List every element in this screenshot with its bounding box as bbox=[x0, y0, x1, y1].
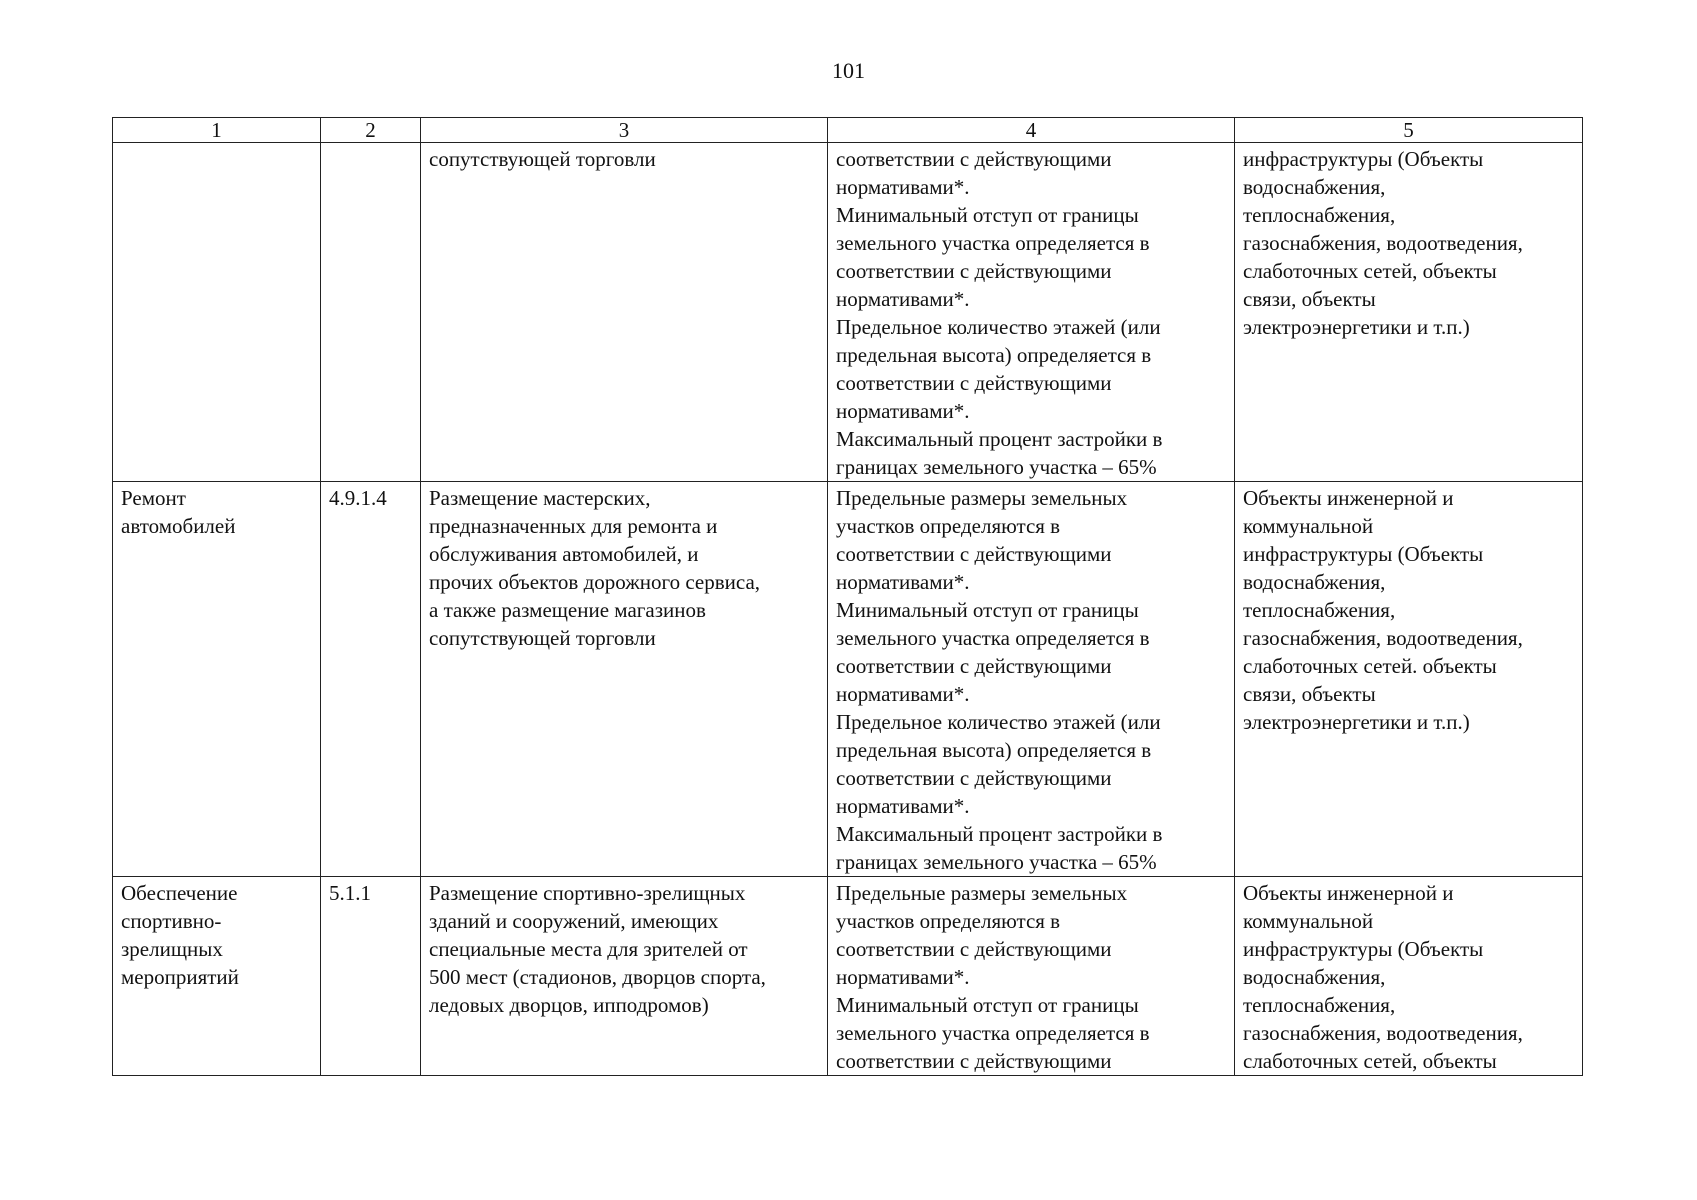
column-header-2: 2 bbox=[321, 118, 421, 143]
parameters-cell: Предельные размеры земельных участков определяются в соответствии с действующими нормативами*. Минимальный отступ от границы земельного участка определяется в соответствии с действующими нормативами*. Предельное количество этажей (или предельная высота) определяется в соответствии с действующими нормативами*. Максимальный процент застройки в границах земельного участка – 65% bbox=[828, 482, 1235, 877]
table-row bbox=[113, 143, 1583, 482]
use-description-cell: Размещение спортивно-зрелищных зданий и сооружений, имеющих специальные места для зрителей от 500 мест (стадионов, дворцов спорта, ледовых дворцов, ипподромов) bbox=[421, 877, 828, 1076]
use-code-cell: 4.9.1.4 bbox=[321, 482, 421, 877]
page-number: 101 bbox=[832, 58, 865, 83]
table-row bbox=[113, 877, 1583, 1076]
use-description-cell: сопутствующей торговли bbox=[421, 143, 828, 482]
use-name-cell: Обеспечение спортивно- зрелищных мероприятий bbox=[113, 877, 321, 1076]
use-code-cell: 5.1.1 bbox=[321, 877, 421, 1076]
use-name-cell bbox=[113, 143, 321, 482]
auxiliary-objects-cell: Объекты инженерной и коммунальной инфраструктуры (Объекты водоснабжения, теплоснабжения, газоснабжения, водоотведения, слаботочных сетей, объекты bbox=[1235, 877, 1583, 1076]
parameters-cell: Предельные размеры земельных участков определяются в соответствии с действующими нормативами*. Минимальный отступ от границы земельного участка определяется в соответствии с действующими bbox=[828, 877, 1235, 1076]
parameters-cell: соответствии с действующими нормативами*. Минимальный отступ от границы земельного участка определяется в соответствии с действующими нормативами*. Предельное количество этажей (или предельная высота) определяется в соответствии с действующими нормативами*. Максимальный процент застройки в границах земельного участка – 65% bbox=[828, 143, 1235, 482]
use-description-cell: Размещение мастерских, предназначенных для ремонта и обслуживания автомобилей, и прочих объектов дорожного сервиса, а также размещение магазинов сопутствующей торговли bbox=[421, 482, 828, 877]
auxiliary-objects-cell: Объекты инженерной и коммунальной инфраструктуры (Объекты водоснабжения, теплоснабжения, газоснабжения, водоотведения, слаботочных сетей. объекты связи, объекты электроэнергетики и т.п.) bbox=[1235, 482, 1583, 877]
use-name-cell: Ремонт автомобилей bbox=[113, 482, 321, 877]
table-row bbox=[113, 482, 1583, 877]
auxiliary-objects-cell: инфраструктуры (Объекты водоснабжения, теплоснабжения, газоснабжения, водоотведения, слаботочных сетей, объекты связи, объекты электроэнергетики и т.п.) bbox=[1235, 143, 1583, 482]
column-header-5: 5 bbox=[1235, 118, 1583, 143]
column-header-4: 4 bbox=[828, 118, 1235, 143]
header-row bbox=[113, 118, 1583, 143]
use-code-cell bbox=[321, 143, 421, 482]
zoning-table bbox=[112, 117, 1583, 1076]
column-header-3: 3 bbox=[421, 118, 828, 143]
column-header-1: 1 bbox=[113, 118, 321, 143]
